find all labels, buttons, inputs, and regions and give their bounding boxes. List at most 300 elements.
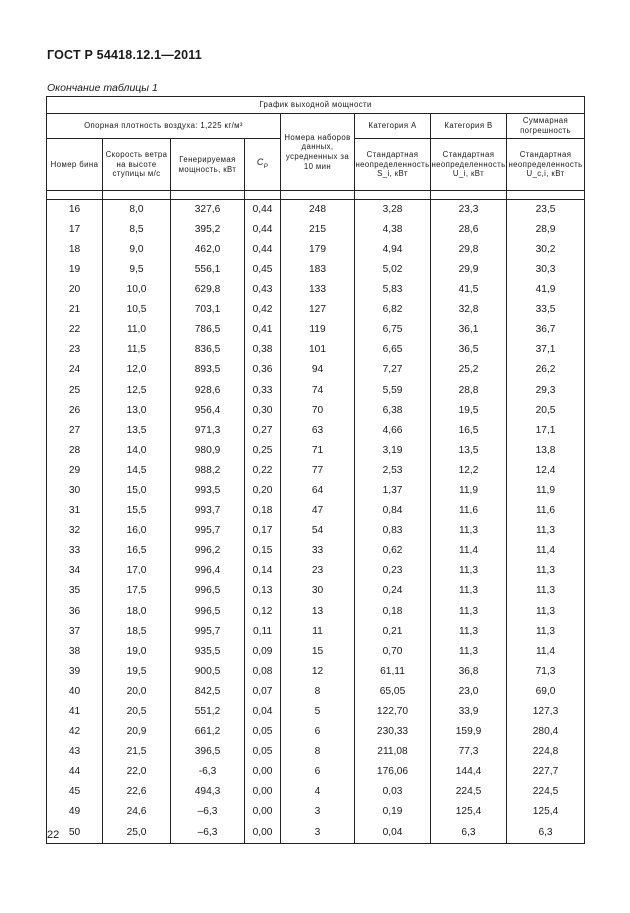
table-cell: 13,0	[103, 401, 171, 421]
table-cell: 7,27	[355, 361, 431, 381]
table-cell: 144,4	[431, 763, 507, 783]
table-cell: 21,5	[103, 743, 171, 763]
table-cell: 19,0	[103, 642, 171, 662]
table-cell: 13,5	[431, 441, 507, 461]
table-cell: 18,5	[103, 622, 171, 642]
table-cell: 5,83	[355, 280, 431, 300]
table-cell: 900,5	[171, 662, 245, 682]
table-row	[47, 783, 585, 803]
table-cell: 2,53	[355, 461, 431, 481]
table-cell: 183	[281, 260, 355, 280]
table-cell: 11,3	[507, 622, 585, 642]
table-cell: 12,4	[507, 461, 585, 481]
table-cell: 971,3	[171, 421, 245, 441]
table-cell: 12,0	[103, 361, 171, 381]
table-cell: 77,3	[431, 743, 507, 763]
table-row	[47, 200, 585, 221]
category-a-header: Категория А	[355, 114, 431, 139]
table-row	[47, 421, 585, 441]
table-cell: 5,02	[355, 260, 431, 280]
table-cell: 15,5	[103, 501, 171, 521]
category-b-header: Категория В	[431, 114, 507, 139]
table-cell: 4	[281, 783, 355, 803]
table-cell: 10,5	[103, 300, 171, 320]
table-cell: 0,03	[355, 783, 431, 803]
table-cell: 119	[281, 321, 355, 341]
table-cell: 4,94	[355, 240, 431, 260]
table-cell: 327,6	[171, 200, 245, 221]
table-row	[47, 803, 585, 823]
table-cell: –6,3	[171, 803, 245, 823]
table-cell: 33	[281, 542, 355, 562]
table-cell: 65,05	[355, 682, 431, 702]
table-cell: 31	[47, 501, 103, 521]
bin-number-header: Номер бина	[47, 139, 103, 191]
table-cell: 4,66	[355, 421, 431, 441]
table-cell: 0,00	[245, 823, 281, 844]
table-cell: 0,42	[245, 300, 281, 320]
table-row	[47, 361, 585, 381]
table-cell: 703,1	[171, 300, 245, 320]
table-cell: 20,0	[103, 682, 171, 702]
table-row	[47, 441, 585, 461]
table-cell: 11,3	[431, 522, 507, 542]
table-cell: 0,05	[245, 722, 281, 742]
table-cell: 0,38	[245, 341, 281, 361]
table-cell: 956,4	[171, 401, 245, 421]
table-cell: 0,44	[245, 220, 281, 240]
table-cell: 50	[47, 823, 103, 844]
table-cell: 18,0	[103, 602, 171, 622]
table-cell: 127	[281, 300, 355, 320]
cp-header: $C_P$	[245, 139, 281, 191]
table-cell: 0,19	[355, 803, 431, 823]
table-cell: 36,1	[431, 321, 507, 341]
table-cell: 224,5	[507, 783, 585, 803]
table-cell: 23,3	[431, 200, 507, 221]
table-row	[47, 602, 585, 622]
table-cell: 215	[281, 220, 355, 240]
table-cell: 33,5	[507, 300, 585, 320]
table-cell: 0,70	[355, 642, 431, 662]
table-cell: 29,9	[431, 260, 507, 280]
table-cell: –6,3	[171, 823, 245, 844]
table-cell: 0,25	[245, 441, 281, 461]
table-caption: Окончание таблицы 1	[47, 82, 158, 94]
table-cell: 125,4	[431, 803, 507, 823]
table-cell: 41,5	[431, 280, 507, 300]
table-cell: 11,3	[431, 602, 507, 622]
table-cell: 12,2	[431, 461, 507, 481]
table-cell: 0,18	[245, 501, 281, 521]
table-cell: 19,5	[431, 401, 507, 421]
table-cell: 43	[47, 743, 103, 763]
table-cell: 15,0	[103, 481, 171, 501]
table-cell: 176,06	[355, 763, 431, 783]
table-cell: 10,0	[103, 280, 171, 300]
table-cell: 20,5	[507, 401, 585, 421]
table-cell: 8	[281, 682, 355, 702]
table-cell: 23	[281, 562, 355, 582]
table-cell: 0,23	[355, 562, 431, 582]
table-cell: 836,5	[171, 341, 245, 361]
table-cell: 42	[47, 722, 103, 742]
table-cell: 38	[47, 642, 103, 662]
table-cell: 20,5	[103, 702, 171, 722]
table-cell: 629,8	[171, 280, 245, 300]
table-row	[47, 562, 585, 582]
table-cell: 996,5	[171, 582, 245, 602]
table-row	[47, 220, 585, 240]
table-cell: 0,15	[245, 542, 281, 562]
table-cell: 22	[47, 321, 103, 341]
wind-speed-header: Скорость ветра на высоте ступицы м/с	[103, 139, 171, 191]
table-cell: 159,9	[431, 722, 507, 742]
table-cell: 94	[281, 361, 355, 381]
table-cell: 6,75	[355, 321, 431, 341]
table-cell: 23,5	[507, 200, 585, 221]
table-cell: 0,00	[245, 803, 281, 823]
table-cell: 17	[47, 220, 103, 240]
table-cell: 36,5	[431, 341, 507, 361]
table-cell: 37,1	[507, 341, 585, 361]
power-curve-table	[46, 96, 585, 844]
table-cell: 0,07	[245, 682, 281, 702]
table-cell: 24,6	[103, 803, 171, 823]
table-cell: 551,2	[171, 702, 245, 722]
table-cell: 24	[47, 361, 103, 381]
table-row	[47, 622, 585, 642]
page-number: 22	[47, 829, 60, 841]
table-cell: 0,30	[245, 401, 281, 421]
table-cell: 4,38	[355, 220, 431, 240]
std-uncertainty-a-header: Стандартная неопределенность S_i, кВт	[355, 139, 431, 191]
table-cell: 14,5	[103, 461, 171, 481]
table-cell: 15	[281, 642, 355, 662]
table-cell: 41,9	[507, 280, 585, 300]
table-cell: 993,7	[171, 501, 245, 521]
table-cell: 993,5	[171, 481, 245, 501]
table-cell: 11,6	[431, 501, 507, 521]
table-cell: 11,4	[431, 542, 507, 562]
table-cell: 996,2	[171, 542, 245, 562]
table-cell: 8,0	[103, 200, 171, 221]
table-cell: 1,37	[355, 481, 431, 501]
table-cell: 71,3	[507, 662, 585, 682]
table-cell: 11,3	[507, 582, 585, 602]
table-cell: -6,3	[171, 763, 245, 783]
table-cell: 26	[47, 401, 103, 421]
table-cell: 49	[47, 803, 103, 823]
table-cell: 3,28	[355, 200, 431, 221]
table-cell: 396,5	[171, 743, 245, 763]
table-cell: 842,5	[171, 682, 245, 702]
air-density-header: Опорная плотность воздуха: 1,225 кг/м³	[47, 114, 281, 139]
table-cell: 6	[281, 763, 355, 783]
table-cell: 11,3	[507, 522, 585, 542]
table-cell: 64	[281, 481, 355, 501]
table-cell: 28	[47, 441, 103, 461]
table-cell: 28,9	[507, 220, 585, 240]
table-cell: 8,5	[103, 220, 171, 240]
table-cell: 69,0	[507, 682, 585, 702]
table-cell: 19,5	[103, 662, 171, 682]
table-cell: 9,5	[103, 260, 171, 280]
table-cell: 0,00	[245, 783, 281, 803]
datasets-header: Номера наборов данных, усредненных за 10 мин	[281, 114, 355, 191]
table-cell: 0,20	[245, 481, 281, 501]
table-row	[47, 300, 585, 320]
table-cell: 17,5	[103, 582, 171, 602]
table-cell: 28,6	[431, 220, 507, 240]
table-cell: 9,0	[103, 240, 171, 260]
table-cell: 35	[47, 582, 103, 602]
table-cell: 30,2	[507, 240, 585, 260]
table-cell: 45	[47, 783, 103, 803]
table-row	[47, 341, 585, 361]
table-cell: 20,9	[103, 722, 171, 742]
table-cell: 33	[47, 542, 103, 562]
table-cell: 0,84	[355, 501, 431, 521]
table-row	[47, 763, 585, 783]
table-cell: 22,6	[103, 783, 171, 803]
table-cell: 11,4	[507, 642, 585, 662]
table-cell: 12	[281, 662, 355, 682]
table-cell: 28,8	[431, 381, 507, 401]
table-cell: 11,0	[103, 321, 171, 341]
table-cell: 0,11	[245, 622, 281, 642]
table-cell: 16,0	[103, 522, 171, 542]
table-cell: 12,5	[103, 381, 171, 401]
table-cell: 11,4	[507, 542, 585, 562]
table-cell: 935,5	[171, 642, 245, 662]
table-row	[47, 722, 585, 742]
table-cell: 16,5	[431, 421, 507, 441]
table-cell: 23	[47, 341, 103, 361]
table-cell: 0,33	[245, 381, 281, 401]
table-cell: 29	[47, 461, 103, 481]
table-cell: 30	[47, 481, 103, 501]
table-cell: 13,8	[507, 441, 585, 461]
table-row	[47, 401, 585, 421]
table-cell: 36,7	[507, 321, 585, 341]
table-cell: 6,65	[355, 341, 431, 361]
table-cell: 462,0	[171, 240, 245, 260]
table-row	[47, 321, 585, 341]
table-cell: 125,4	[507, 803, 585, 823]
table-row	[47, 702, 585, 722]
table-cell: 0,14	[245, 562, 281, 582]
table-cell: 18	[47, 240, 103, 260]
std-uncertainty-c-header: Стандартная неопределенность U_c,i, кВт	[507, 139, 585, 191]
table-cell: 0,44	[245, 240, 281, 260]
table-cell: 29,8	[431, 240, 507, 260]
table-cell: 11,3	[507, 562, 585, 582]
table-cell: 61,11	[355, 662, 431, 682]
table-cell: 36	[47, 602, 103, 622]
table-cell: 6	[281, 722, 355, 742]
table-cell: 0,36	[245, 361, 281, 381]
table-cell: 227,7	[507, 763, 585, 783]
table-cell: 3	[281, 803, 355, 823]
table-cell: 661,2	[171, 722, 245, 742]
std-uncertainty-b-header: Стандартная неопределенность U_i, кВт	[431, 139, 507, 191]
table-cell: 0,13	[245, 582, 281, 602]
table-row	[47, 682, 585, 702]
table-cell: 27	[47, 421, 103, 441]
table-cell: 16,5	[103, 542, 171, 562]
table-cell: 40	[47, 682, 103, 702]
table-row	[47, 542, 585, 562]
table-cell: 0,44	[245, 200, 281, 221]
table-row	[47, 461, 585, 481]
table-cell: 21	[47, 300, 103, 320]
table-cell: 71	[281, 441, 355, 461]
table-cell: 0,27	[245, 421, 281, 441]
table-cell: 25,0	[103, 823, 171, 844]
table-cell: 133	[281, 280, 355, 300]
table-cell: 122,70	[355, 702, 431, 722]
table-cell: 0,21	[355, 622, 431, 642]
table-cell: 11,3	[431, 622, 507, 642]
table-cell: 995,7	[171, 622, 245, 642]
table-cell: 0,83	[355, 522, 431, 542]
table-cell: 494,3	[171, 783, 245, 803]
table-cell: 3	[281, 823, 355, 844]
table-row	[47, 582, 585, 602]
table-cell: 14,0	[103, 441, 171, 461]
table-cell: 786,5	[171, 321, 245, 341]
document-header: ГОСТ Р 54418.12.1—2011	[47, 48, 202, 62]
table-cell: 47	[281, 501, 355, 521]
table-cell: 996,5	[171, 602, 245, 622]
table-cell: 3,19	[355, 441, 431, 461]
table-cell: 13,5	[103, 421, 171, 441]
table-cell: 11,5	[103, 341, 171, 361]
table-cell: 0,04	[245, 702, 281, 722]
table-cell: 41	[47, 702, 103, 722]
table-cell: 395,2	[171, 220, 245, 240]
table-cell: 0,43	[245, 280, 281, 300]
table-cell: 5	[281, 702, 355, 722]
table-cell: 22,0	[103, 763, 171, 783]
table-cell: 11,3	[507, 602, 585, 622]
table-cell: 39	[47, 662, 103, 682]
table-cell: 13	[281, 602, 355, 622]
table-cell: 0,08	[245, 662, 281, 682]
table-cell: 0,22	[245, 461, 281, 481]
table-cell: 996,4	[171, 562, 245, 582]
table-cell: 23,0	[431, 682, 507, 702]
table-cell: 0,12	[245, 602, 281, 622]
power-header: Генерируемая мощность, кВт	[171, 139, 245, 191]
table-cell: 77	[281, 461, 355, 481]
combined-uncertainty-header: Суммарная погрешность	[507, 114, 585, 139]
table-row	[47, 522, 585, 542]
table-cell: 16	[47, 200, 103, 221]
table-cell: 280,4	[507, 722, 585, 742]
table-row	[47, 481, 585, 501]
table-cell: 6,82	[355, 300, 431, 320]
table-cell: 8	[281, 743, 355, 763]
table-cell: 32	[47, 522, 103, 542]
table-cell: 6,3	[431, 823, 507, 844]
table-cell: 893,5	[171, 361, 245, 381]
table-cell: 33,9	[431, 702, 507, 722]
table-row	[47, 501, 585, 521]
table-cell: 32,8	[431, 300, 507, 320]
table-cell: 11	[281, 622, 355, 642]
table-cell: 224,5	[431, 783, 507, 803]
table-row	[47, 381, 585, 401]
table-cell: 179	[281, 240, 355, 260]
table-cell: 37	[47, 622, 103, 642]
table-cell: 11,9	[431, 481, 507, 501]
table-cell: 995,7	[171, 522, 245, 542]
table-row	[47, 280, 585, 300]
table-cell: 230,33	[355, 722, 431, 742]
table-cell: 30,3	[507, 260, 585, 280]
table-cell: 11,9	[507, 481, 585, 501]
table-cell: 0,41	[245, 321, 281, 341]
table-row	[47, 260, 585, 280]
table-cell: 127,3	[507, 702, 585, 722]
table-cell: 25,2	[431, 361, 507, 381]
table-cell: 11,3	[431, 582, 507, 602]
table-cell: 44	[47, 763, 103, 783]
table-cell: 0,62	[355, 542, 431, 562]
table-cell: 36,8	[431, 662, 507, 682]
table-cell: 0,09	[245, 642, 281, 662]
table-cell: 0,04	[355, 823, 431, 844]
table-cell: 30	[281, 582, 355, 602]
table-cell: 11,6	[507, 501, 585, 521]
table-cell: 248	[281, 200, 355, 221]
table-cell: 0,45	[245, 260, 281, 280]
table-title: График выходной мощности	[47, 97, 585, 114]
table-cell: 6,3	[507, 823, 585, 844]
table-cell: 34	[47, 562, 103, 582]
table-cell: 74	[281, 381, 355, 401]
table-cell: 11,3	[431, 562, 507, 582]
table-cell: 988,2	[171, 461, 245, 481]
table-cell: 101	[281, 341, 355, 361]
table-cell: 17,0	[103, 562, 171, 582]
table-cell: 26,2	[507, 361, 585, 381]
table-cell: 6,38	[355, 401, 431, 421]
table-cell: 20	[47, 280, 103, 300]
table-row	[47, 642, 585, 662]
table-cell: 17,1	[507, 421, 585, 441]
table-row	[47, 823, 585, 844]
table-cell: 0,18	[355, 602, 431, 622]
table-cell: 928,6	[171, 381, 245, 401]
table-row	[47, 240, 585, 260]
table-cell: 0,05	[245, 743, 281, 763]
table-cell: 980,9	[171, 441, 245, 461]
table-row	[47, 743, 585, 763]
table-cell: 0,00	[245, 763, 281, 783]
table-cell: 5,59	[355, 381, 431, 401]
table-cell: 224,8	[507, 743, 585, 763]
table-cell: 19	[47, 260, 103, 280]
table-row	[47, 662, 585, 682]
table-cell: 63	[281, 421, 355, 441]
table-cell: 211,08	[355, 743, 431, 763]
table-cell: 0,24	[355, 582, 431, 602]
table-cell: 25	[47, 381, 103, 401]
table-cell: 556,1	[171, 260, 245, 280]
